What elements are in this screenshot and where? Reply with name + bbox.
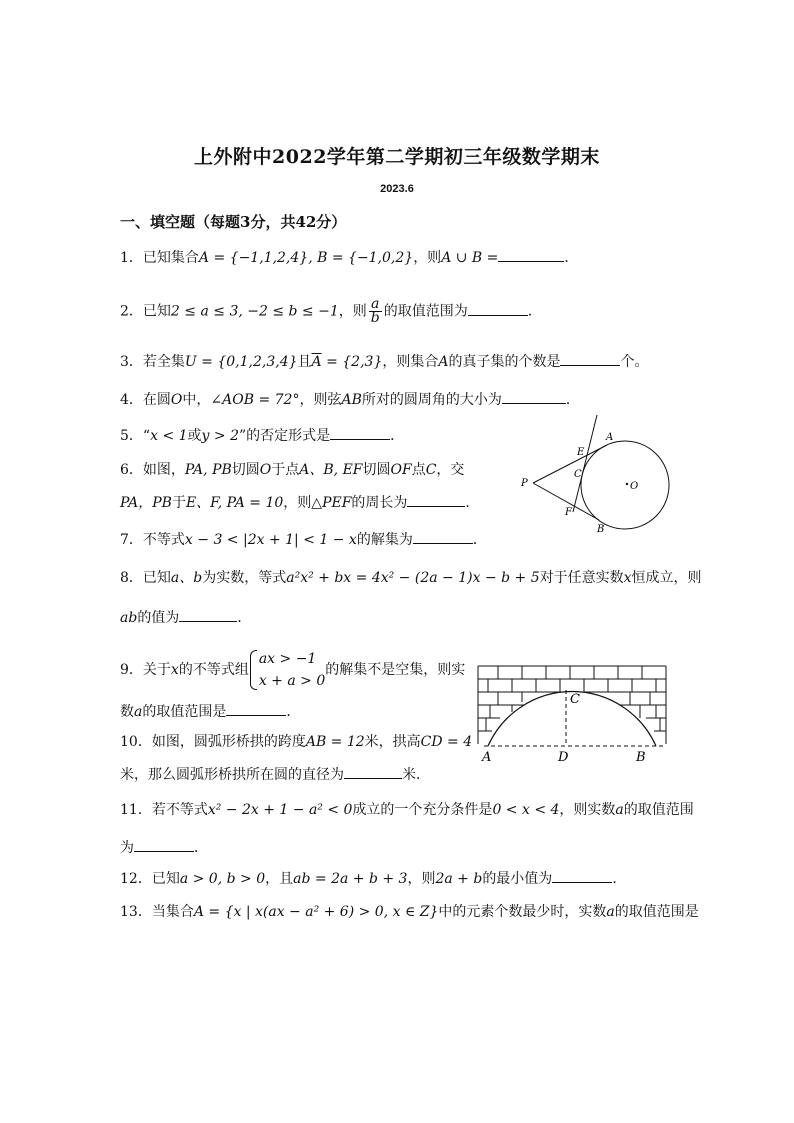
question-text: 在圆 (142, 392, 171, 408)
question-text: 中的元素个数最少时，实数 (438, 904, 607, 920)
math-expr: x − 3 < |2x + 1| < 1 − x (184, 532, 357, 548)
question-text: 的真子集的个数是 (448, 354, 561, 370)
math-expr: = {2,3} (321, 354, 383, 370)
page-title: 上外附中2022学年第二学期初三年级数学期末 (194, 146, 600, 168)
question-text: ． (465, 495, 480, 511)
question-text: 若全集 (142, 354, 185, 370)
answer-blank[interactable] (344, 763, 402, 779)
question-text: 中， (182, 392, 211, 408)
answer-blank[interactable] (560, 350, 620, 366)
question-6-line-1 (120, 460, 464, 480)
label-c: C (574, 469, 582, 480)
question-text: “ (142, 428, 151, 444)
math-expr: 0 < x < 4 (492, 802, 560, 818)
question-text: 为实数，等式 (202, 570, 287, 586)
label-b: B (636, 750, 646, 765)
math-expr: x < 1 (150, 428, 188, 444)
math-expr: x² − 2x + 1 − a² < 0 (207, 802, 353, 818)
question-text: ． (472, 532, 487, 548)
question-text: 所对的圆周角的大小为 (361, 392, 502, 408)
question-text: 的不等式组 (178, 662, 249, 678)
question-text: 米，那么圆弧形桥拱所在圆的直径为 (120, 767, 344, 783)
question-13 (120, 902, 699, 922)
math-expr: C (425, 462, 437, 478)
question-text: ，交 (436, 462, 465, 478)
question-10-line-1 (120, 732, 472, 752)
question-4 (120, 388, 580, 410)
question-text: ”的否定形式是 (238, 428, 331, 444)
question-number: 2． (120, 303, 143, 320)
math-expr: x (170, 662, 179, 678)
math-expr: PA，PB (120, 495, 172, 511)
question-10-line-2 (120, 763, 430, 785)
question-8-line-2 (120, 606, 251, 628)
exam-date: 2023.6 (380, 183, 414, 195)
question-2 (120, 298, 542, 325)
question-text: ． (564, 250, 579, 266)
question-number: 13． (120, 904, 152, 920)
label-p: P (521, 478, 528, 489)
question-6-line-2 (120, 491, 479, 513)
label-d: D (558, 750, 569, 765)
question-text: 已知集合 (142, 250, 199, 266)
question-text: 对于任意实数 (539, 570, 624, 586)
math-expr: A ∪ B = (441, 250, 499, 266)
math-expr: 2 ≤ a ≤ 3, −2 ≤ b ≤ −1 (170, 303, 339, 320)
math-expr: 2a + b (435, 871, 483, 887)
question-text: ，则 (413, 250, 442, 266)
question-text: 的取值范围为 (383, 303, 468, 320)
question-number: 8． (120, 570, 143, 586)
inequality-2: x + a > 0 (258, 673, 326, 689)
math-expr: O (170, 392, 183, 408)
question-text: ． (527, 303, 542, 320)
question-text: ，则实数 (559, 802, 616, 818)
question-text: 的解集为 (356, 532, 413, 548)
question-5 (120, 424, 404, 446)
math-expr: E、F, PA = 10 (185, 495, 284, 511)
math-expr: AB (341, 392, 362, 408)
answer-blank[interactable] (468, 300, 528, 316)
question-text: 不等式 (142, 532, 185, 548)
math-expr: A = {−1,1,2,4}, B = {−1,0,2} (198, 250, 414, 266)
question-text: ． (237, 610, 252, 626)
question-text: 的周长为 (351, 495, 408, 511)
question-text: ，则集合 (382, 354, 439, 370)
question-text: 已知 (142, 570, 171, 586)
question-text: 关于 (142, 662, 171, 678)
question-text: 如图， (142, 462, 185, 478)
question-text: ． (390, 428, 405, 444)
question-text: 点 (411, 462, 426, 478)
answer-blank[interactable] (498, 246, 564, 262)
question-number: 6． (120, 462, 143, 478)
label-c: C (570, 692, 580, 707)
question-number: 4． (120, 392, 143, 408)
question-text: ． (565, 392, 580, 408)
question-9-line-1 (120, 648, 465, 692)
tangent-ef (573, 415, 597, 512)
question-text: 的值为 (137, 610, 180, 626)
question-text: 个。 (620, 354, 649, 370)
center-dot (626, 483, 628, 485)
question-text: 当集合 (151, 904, 194, 920)
fraction-numerator: a (369, 298, 382, 312)
math-expr: a (615, 802, 624, 818)
question-text: ． (286, 704, 301, 720)
math-expr: O (259, 462, 272, 478)
fraction-denominator: b (370, 310, 380, 326)
math-expr: PA, PB (184, 462, 232, 478)
math-expr: ab (120, 610, 138, 626)
question-text: 切圆 (231, 462, 260, 478)
question-text: ． (194, 840, 208, 856)
question-text: 已知 (142, 303, 171, 320)
question-number: 12． (120, 871, 152, 887)
question-number: 11． (120, 802, 152, 818)
question-text: ，则 (407, 871, 436, 887)
question-number: 1． (120, 250, 143, 266)
math-expr: a、b (170, 570, 203, 586)
question-text: 数 (120, 704, 134, 720)
question-text: 若不等式 (151, 802, 208, 818)
label-f: F (565, 507, 572, 518)
question-text: 的取值范围是 (614, 904, 699, 920)
math-expr: CD = 4 (420, 734, 473, 750)
answer-blank[interactable] (134, 836, 194, 852)
label-e: E (577, 447, 585, 458)
question-text: 的解集不是空集，则实 (325, 662, 466, 678)
math-expr: a (134, 704, 143, 720)
question-11-line-2 (120, 836, 208, 858)
question-text: 于点 (271, 462, 300, 478)
tangent-pa (533, 445, 607, 483)
math-expr: A (438, 354, 449, 370)
answer-blank[interactable] (330, 424, 390, 440)
question-1 (120, 246, 578, 268)
question-number: 10． (120, 734, 152, 750)
section-heading: 一、填空题（每题3分，共42分） (120, 213, 347, 231)
question-12 (120, 867, 626, 889)
question-11-line-1 (120, 800, 694, 820)
inequality-system (249, 648, 325, 692)
question-text: 成立的一个充分条件是 (352, 802, 493, 818)
question-7 (120, 528, 487, 550)
answer-blank[interactable] (226, 700, 286, 716)
question-3 (120, 350, 648, 372)
answer-blank[interactable] (552, 867, 612, 883)
math-expr: a²x² + bx = 4x² − (2a − 1)x − b + 5 (286, 570, 540, 586)
complement-symbol: $\overline{A}$ (311, 354, 322, 370)
math-expr: U = {0,1,2,3,4} (184, 354, 298, 370)
question-text: 的取值范围是 (142, 704, 227, 720)
math-expr: x (623, 570, 632, 586)
inequality-1: ax > −1 (258, 651, 317, 667)
question-number: 3． (120, 354, 143, 370)
label-o: O (630, 481, 639, 492)
label-a: A (606, 432, 614, 443)
fraction-a-over-b (369, 298, 382, 325)
question-text: 为 (120, 840, 134, 856)
question-text: 米，拱高 (364, 734, 421, 750)
question-8-line-1 (120, 568, 702, 588)
label-b: B (597, 524, 605, 535)
question-text: ，则 (283, 495, 312, 511)
math-expr: y > 2 (201, 428, 239, 444)
question-number: 9． (120, 662, 143, 678)
math-expr: △PEF (311, 495, 352, 511)
math-expr: ab = 2a + b + 3 (293, 871, 408, 887)
question-text: 米． (402, 767, 430, 783)
question-number: 7． (120, 532, 143, 548)
answer-blank[interactable] (407, 491, 465, 507)
question-number: 5． (120, 428, 143, 444)
answer-blank[interactable] (413, 528, 473, 544)
question-text: ，且 (265, 871, 294, 887)
circle-tangent-figure (515, 412, 680, 537)
math-expr: a > 0, b > 0 (179, 871, 266, 887)
question-text: 切圆 (362, 462, 391, 478)
math-expr: A = {x | x(ax − a² + 6) > 0, x ∈ Z} (193, 904, 439, 920)
math-expr: OF (390, 462, 412, 478)
question-text: 于 (171, 495, 186, 511)
question-text: ，则 (338, 303, 367, 320)
question-text: 的最小值为 (482, 871, 553, 887)
question-9-line-2 (120, 700, 300, 722)
answer-blank[interactable] (502, 388, 566, 404)
math-expr: A、B, EF (299, 462, 363, 478)
question-text: 的取值范围 (623, 802, 694, 818)
question-text: 恒成立，则 (631, 570, 702, 586)
answer-blank[interactable] (179, 606, 237, 622)
question-text: ，则弦 (299, 392, 342, 408)
question-text: 或 (187, 428, 202, 444)
math-expr: AB = 12 (305, 734, 365, 750)
label-a: A (482, 750, 492, 765)
bridge-arch-figure (470, 660, 680, 770)
question-text: 且 (297, 354, 312, 370)
question-text: 如图，圆弧形桥拱的跨度 (151, 734, 306, 750)
circle-o (581, 441, 669, 529)
math-expr: a (606, 904, 615, 920)
math-expr: ∠AOB = 72° (210, 392, 300, 408)
question-text: ． (612, 871, 627, 887)
question-text: 已知 (151, 871, 180, 887)
